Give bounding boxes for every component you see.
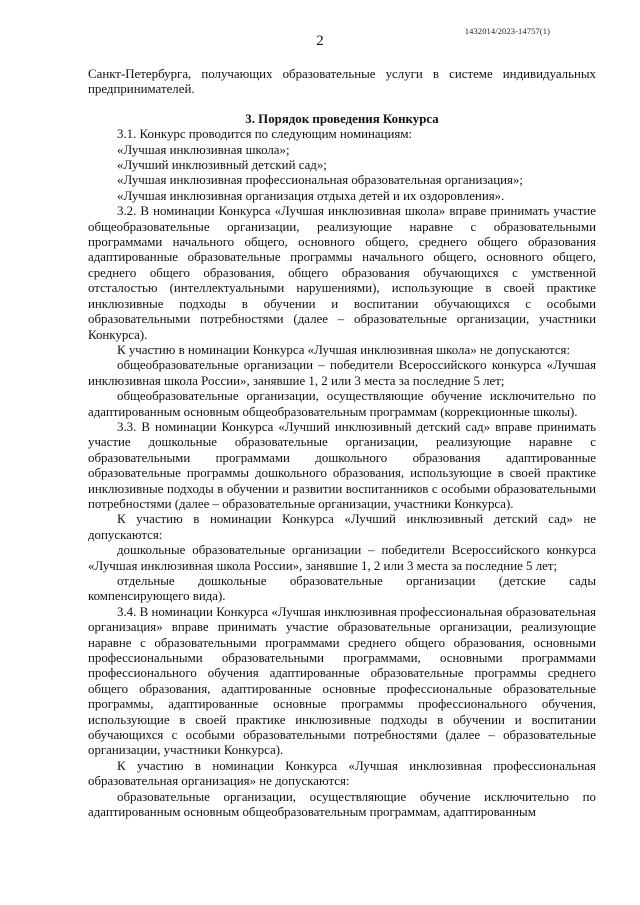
document-body xyxy=(88,67,596,821)
page-number: 2 xyxy=(316,33,324,49)
nomination-item: «Лучшая инклюзивная организация отдыха детей и их оздоровления». xyxy=(117,188,505,203)
document-registration-number: 1432014/2023-14757(1) xyxy=(464,26,550,36)
exclusions-intro: К участию в номинации Конкурса «Лучший инклюзивный детский сад» не допускаются: xyxy=(88,512,596,542)
clause-3-3: 3.3. В номинации Конкурса «Лучший инклюзивный детский сад» вправе принимать участие дошкольные образовательные организации, реализующие наравне с образовательными программами дошкольного образования адаптированные образовательные программы дошкольного образования, использующие в своей практике инклюзивные подходы в обучении и развитии воспитанников с особыми образовательными потребностями (далее – образовательные организации, участники Конкурса). xyxy=(88,419,596,511)
section-heading: 3. Порядок проведения Конкурса xyxy=(245,111,439,126)
paragraph-continuation: Санкт-Петербурга, получающих образовательные услуги в системе индивидуальных предпринимателей. xyxy=(88,67,596,97)
exclusion-item: отдельные дошкольные образовательные организации (детские сады компенсирующего вида). xyxy=(88,574,596,604)
exclusions-intro: К участию в номинации Конкурса «Лучшая инклюзивная профессиональная образовательная организация» не допускаются: xyxy=(88,758,596,789)
nomination-item: «Лучший инклюзивный детский сад»; xyxy=(117,158,327,173)
exclusion-item: общеобразовательные организации, осуществляющие обучение исключительно по адаптированным основным общеобразовательным программам (коррекционные школы). xyxy=(88,389,596,419)
exclusion-item: дошкольные образовательные организации – победители Всероссийского конкурса «Лучшая инклюзивная школа России», занявшие 1, 2 или 3 места за последние 5 лет; xyxy=(88,543,596,573)
exclusion-item: общеобразовательные организации – победители Всероссийского конкурса «Лучшая инклюзивная школа России», занявшие 1, 2 или 3 места за последние 5 лет; xyxy=(88,358,596,388)
exclusion-item: образовательные организации, осуществляющие обучение исключительно по адаптированным основным общеобразовательным программам, адаптированным xyxy=(88,789,596,820)
clause-3-4: 3.4. В номинации Конкурса «Лучшая инклюзивная профессиональная образовательная организация» вправе принимать участие образовательные организации, реализующие наравне с образовательными программами среднего общего образования, основными профессиональными образовательными программами, основными программами профессионального обучения адаптированные образовательные программы среднего общего образования, адаптированные основные профессиональные образовательные программы, адаптированные основные программы профессионального обучения, использующие в своей практике инклюзивные подходы в обучении и воспитании обучающихся с особыми образовательными потребностями (далее – образовательные организации, участники Конкурса). xyxy=(88,604,596,758)
exclusions-intro: К участию в номинации Конкурса «Лучшая инклюзивная школа» не допускаются: xyxy=(117,342,571,357)
clause-3-2: 3.2. В номинации Конкурса «Лучшая инклюзивная школа» вправе принимать участие общеобразовательные организации, реализующие наравне с образовательными программами начального общего, основного общего, среднего общего образования адаптированные образовательные программы начального общего, основного общего, среднего общего образования, общего образования обучающихся с умственной отсталостью (интеллектуальными нарушениями), использующие в своей практике инклюзивные подходы в обучении и воспитании обучающихся с особыми образовательными потребностями (далее – образовательные организации, участники Конкурса). xyxy=(88,204,596,342)
nomination-item: «Лучшая инклюзивная профессиональная образовательная организация»; xyxy=(117,173,523,188)
clause-3-1: 3.1. Конкурс проводится по следующим номинациям: xyxy=(117,127,413,142)
nomination-item: «Лучшая инклюзивная школа»; xyxy=(117,142,290,157)
